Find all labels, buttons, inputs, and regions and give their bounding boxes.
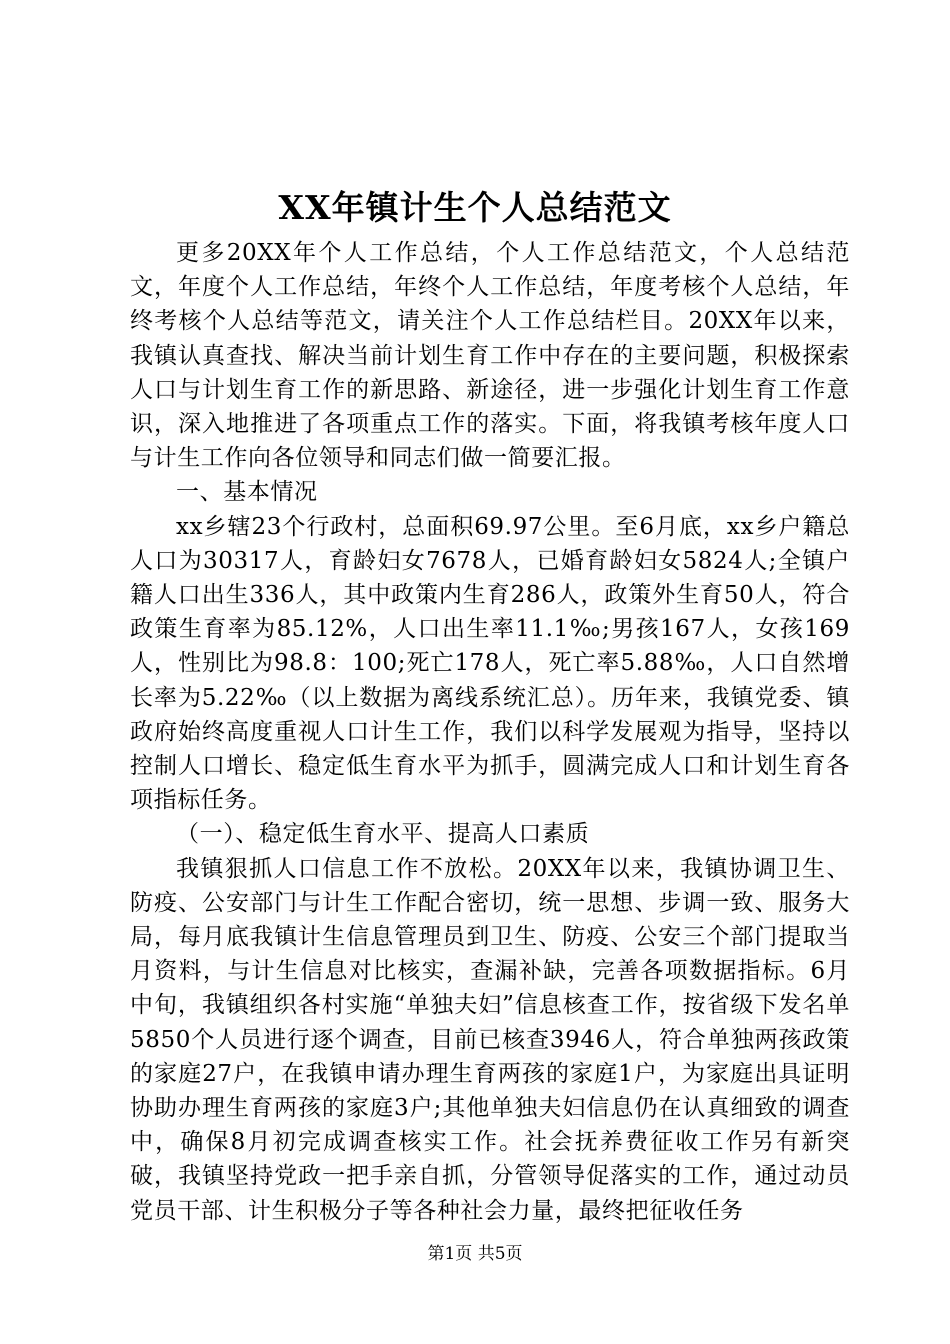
subsection-heading-stabilize-birth-level: （一）、稳定低生育水平、提高人口素质 — [176, 821, 590, 848]
document-body — [130, 236, 850, 1228]
intro-paragraph: 更多20XX年个人工作总结，个人工作总结范文，个人总结范文，年度个人工作总结，年终个人工作总结，年度考核个人总结，年终考核个人总结等范文，请关注个人工作总结栏目。20XX年以来，我镇认真查找、解决当前计划生育工作中存在的主要问题，积极探索人口与计划生育工作的新思路、新途径，进一步强化计划生育工作意识，深入地推进了各项重点工作的落实。下面，将我镇考核年度人口与计生工作向各位领导和同志们做一简要汇报。 — [130, 240, 850, 472]
population-info-paragraph: 我镇狠抓人口信息工作不放松。20XX年以来，我镇协调卫生、防疫、公安部门与计生工作配合密切，统一思想、步调一致、服务大局，每月底我镇计生信息管理员到卫生、防疫、公安三个部门提取当月资料，与计生信息对比核实，查漏补缺，完善各项数据指标。6月中旬，我镇组织各村实施“单独夫妇”信息核查工作，按省级下发名单5850个人员进行逐个调查，目前已核查3946人，符合单独两孩政策的家庭27户，在我镇申请办理生育两孩的家庭1户，为家庭出具证明协助办理生育两孩的家庭3户;其他单独夫妇信息仍在认真细致的调查中，确保8月初完成调查核实工作。社会抚养费征收工作另有新突破，我镇坚持党政一把手亲自抓，分管领导促落实的工作，通过动员党员干部、计生积极分子等各种社会力量，最终把征收任务 — [130, 855, 850, 1224]
section-heading-basic-situation: 一、基本情况 — [176, 479, 318, 506]
basic-situation-paragraph: xx乡辖23个行政村，总面积69.97公里。至6月底，xx乡户籍总人口为30317人，育龄妇女7678人，已婚育龄妇女5824人;全镇户籍人口出生336人，其中政策内生育286人，政策外生育50人，符合政策生育率为85.12%，人口出生率11.1‰;男孩167人，女孩169人，性别比为98.8：100;死亡178人，死亡率5.88‰，人口自然增长率为5.22‰（以上数据为离线系统汇总）。历年来，我镇党委、镇政府始终高度重视人口计生工作，我们以科学发展观为指导，坚持以控制人口增长、稳定低生育水平为抓手，圆满完成人口和计划生育各项指标任务。 — [130, 513, 850, 814]
document-title: XX年镇计生个人总结范文 — [278, 188, 672, 227]
page-footer: 第1页 共5页 — [427, 1244, 523, 1264]
